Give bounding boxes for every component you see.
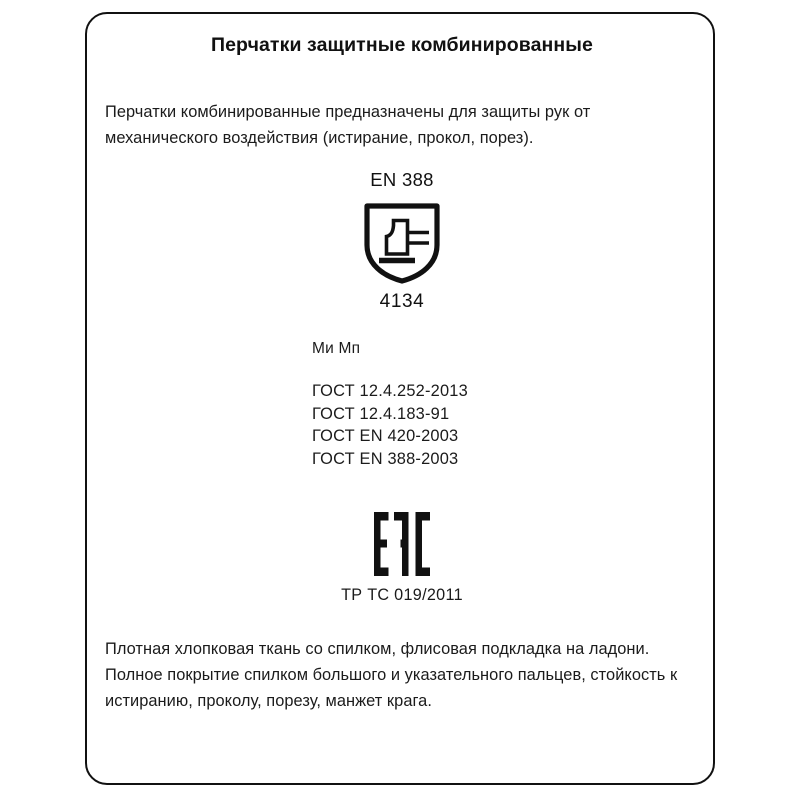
intro-paragraph: Перчатки комбинированные предназначены для защиты рук от механического воздействия (истирание, прокол, порез). [105,103,591,147]
outro-paragraph: Плотная хлопковая ткань со спилком, флисовая подкладка на ладони. Полное покрытие спилком большого и указательного пальцев, стойкость к истиранию, проколу, порезу, манжет крага. [105,640,678,710]
standard-item: ГОСТ EN 420-2003 [312,427,459,445]
en-performance-code: 4134 [379,291,425,312]
technical-regulation-label: ТР ТС 019/2011 [341,586,463,604]
protection-marking: Ми Мп [312,340,361,357]
standard-item: ГОСТ 12.4.252-2013 [312,382,468,400]
eac-icon [374,512,430,576]
product-info-card [85,12,715,785]
standard-item: ГОСТ 12.4.183-91 [312,404,450,423]
shield-icon [363,202,441,284]
page-title: Перчатки защитные комбинированные [210,34,593,56]
eac-conformity-mark [87,512,717,576]
standards-list [312,380,468,470]
en-standard-label: EN 388 [370,169,434,190]
standard-item: ГОСТ EN 388-2003 [312,449,459,468]
en388-shield-pictogram [87,202,717,284]
